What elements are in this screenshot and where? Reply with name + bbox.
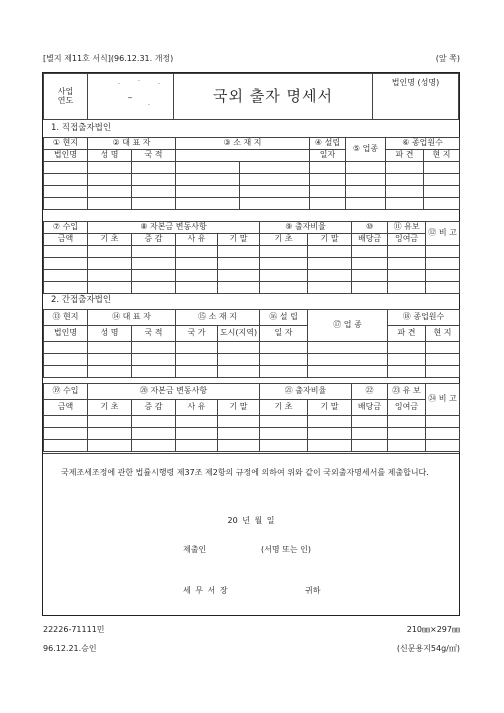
data-cell[interactable] [176, 198, 240, 210]
data-cell[interactable] [132, 258, 176, 270]
col-header: ⑯ 설 립 [260, 310, 308, 326]
data-cell[interactable] [132, 174, 176, 186]
col-header: 배당금 [352, 234, 388, 246]
data-cell[interactable] [352, 440, 388, 452]
data-cell[interactable] [132, 366, 176, 378]
data-cell[interactable] [44, 270, 88, 282]
paper-type: (신문용지54g/㎡) [396, 644, 460, 653]
data-cell[interactable] [346, 198, 386, 210]
page-title: 국외 출자 명세서 [174, 74, 373, 120]
data-cell[interactable] [132, 162, 176, 174]
col-header: ③ 소 재 지 [176, 138, 310, 150]
data-cell[interactable] [352, 270, 388, 282]
data-cell[interactable] [132, 282, 176, 294]
col-header: ⑩ [352, 222, 388, 234]
data-cell[interactable] [132, 428, 176, 440]
data-cell[interactable] [176, 366, 218, 378]
col-header: 잉여금 [388, 234, 426, 246]
data-cell[interactable] [176, 354, 218, 366]
col-header: ⑪ 유보 [388, 222, 426, 234]
col-header: ⑭ 대 표 자 [88, 310, 176, 326]
data-cell[interactable] [218, 428, 260, 440]
data-cell[interactable] [346, 186, 386, 198]
col-header: ⑳ 자본금 변동사항 [88, 384, 260, 400]
col-header: ⑥ 종업원수 [386, 138, 460, 150]
data-cell[interactable] [424, 174, 460, 186]
submitter-label: 제출인 [183, 545, 207, 554]
data-cell[interactable] [218, 246, 260, 258]
data-cell[interactable] [88, 198, 132, 210]
data-cell[interactable] [386, 162, 424, 174]
col-header: 기 초 [260, 400, 308, 416]
data-cell[interactable] [426, 428, 460, 440]
data-cell[interactable] [240, 174, 310, 186]
col-header: 국 가 [176, 326, 218, 342]
col-header: 현 지 [426, 326, 460, 342]
data-cell[interactable] [176, 246, 218, 258]
data-cell[interactable] [132, 246, 176, 258]
data-cell[interactable] [388, 366, 426, 378]
data-cell[interactable] [44, 186, 88, 198]
data-cell[interactable] [218, 342, 260, 354]
data-cell[interactable] [388, 342, 426, 354]
data-cell[interactable] [240, 186, 310, 198]
data-cell[interactable] [308, 246, 352, 258]
col-header: 국 적 [132, 326, 176, 342]
data-cell[interactable] [388, 270, 426, 282]
col-header: 기 초 [260, 234, 308, 246]
data-cell[interactable] [132, 416, 176, 428]
data-cell[interactable] [176, 258, 218, 270]
col-header: 잉여금 [388, 400, 426, 416]
col-header: ① 현지 [44, 138, 88, 150]
data-cell[interactable] [218, 354, 260, 366]
data-cell[interactable] [352, 258, 388, 270]
data-cell[interactable] [310, 186, 346, 198]
section-indirect-heading: 2. 간접출자법인 [51, 295, 112, 305]
data-cell[interactable] [346, 174, 386, 186]
data-cell[interactable] [426, 246, 460, 258]
data-cell[interactable] [44, 174, 88, 186]
data-cell[interactable] [132, 186, 176, 198]
col-header: 일 자 [260, 326, 308, 342]
section-direct-heading: 1. 직접출자법인 [51, 123, 112, 133]
data-cell[interactable] [44, 428, 88, 440]
col-header: ⑦ 수입 [44, 222, 88, 234]
col-header: 증 감 [132, 234, 176, 246]
data-cell[interactable] [426, 342, 460, 354]
data-cell[interactable] [308, 342, 388, 354]
col-header: 파 견 [388, 326, 426, 342]
data-cell[interactable] [44, 282, 88, 294]
data-cell[interactable] [176, 342, 218, 354]
date-mark: · [158, 81, 160, 88]
data-cell[interactable] [310, 174, 346, 186]
data-cell[interactable] [44, 258, 88, 270]
data-cell[interactable] [88, 342, 132, 354]
data-cell[interactable] [240, 198, 310, 210]
data-cell[interactable] [176, 428, 218, 440]
col-header: 금액 [44, 400, 88, 416]
data-cell[interactable] [218, 282, 260, 294]
col-header: 사 유 [176, 234, 218, 246]
form-code: 22226-71111민 [43, 625, 105, 634]
col-header: ⑰ 업 종 [308, 310, 388, 342]
data-cell[interactable] [44, 366, 88, 378]
data-cell[interactable] [260, 282, 308, 294]
data-cell[interactable] [426, 366, 460, 378]
data-cell[interactable] [44, 416, 88, 428]
data-cell[interactable] [260, 246, 308, 258]
col-header: 기 말 [308, 234, 352, 246]
data-cell[interactable] [132, 270, 176, 282]
data-cell[interactable] [352, 416, 388, 428]
data-cell[interactable] [132, 440, 176, 452]
data-cell[interactable] [426, 270, 460, 282]
col-header: 기 말 [218, 400, 260, 416]
form-number: [별지 제11호 서식](96.12.31. 개정) [43, 54, 174, 63]
data-cell[interactable] [308, 416, 352, 428]
data-cell[interactable] [132, 354, 176, 366]
data-cell[interactable] [176, 174, 240, 186]
col-header: ㉔ 비 고 [426, 384, 460, 416]
business-year-field[interactable] [88, 74, 174, 120]
col-header-blank [176, 150, 310, 162]
data-cell[interactable] [176, 416, 218, 428]
sign-note[interactable]: (서명 또는 인) [261, 545, 311, 554]
honorific: 귀하 [305, 586, 321, 595]
data-cell[interactable] [88, 416, 132, 428]
data-cell[interactable] [218, 440, 260, 452]
data-cell[interactable] [388, 428, 426, 440]
data-cell[interactable] [88, 366, 132, 378]
col-header: ㉒ [352, 384, 388, 400]
data-cell[interactable] [388, 416, 426, 428]
data-cell[interactable] [352, 428, 388, 440]
data-cell[interactable] [310, 162, 346, 174]
data-cell[interactable] [88, 258, 132, 270]
data-cell[interactable] [132, 198, 176, 210]
data-cell[interactable] [426, 440, 460, 452]
data-cell[interactable] [260, 342, 308, 354]
col-header: 기 말 [308, 400, 352, 416]
col-header: 국 적 [132, 150, 176, 162]
data-cell[interactable] [310, 198, 346, 210]
data-cell[interactable] [426, 258, 460, 270]
data-cell[interactable] [88, 246, 132, 258]
declaration-text: 국제조세조정에 관한 법률시행령 제37조 제2항의 규정에 의하여 위와 같이 국외출자명세서를 제출합니다. [61, 468, 429, 477]
data-cell[interactable] [176, 440, 218, 452]
col-header: 기 초 [88, 234, 132, 246]
col-header: 성 명 [88, 326, 132, 342]
data-cell[interactable] [240, 162, 310, 174]
data-cell[interactable] [424, 162, 460, 174]
paper-size: 210㎜×297㎜ [406, 625, 460, 634]
col-header: ⑨ 출자비율 [260, 222, 352, 234]
data-cell[interactable] [176, 162, 240, 174]
col-header: 기 초 [88, 400, 132, 416]
data-cell[interactable] [88, 174, 132, 186]
data-cell[interactable] [176, 282, 218, 294]
data-cell[interactable] [88, 440, 132, 452]
data-cell[interactable] [176, 186, 240, 198]
col-header: ② 대 표 자 [88, 138, 176, 150]
col-header: ⑮ 소 재 지 [176, 310, 260, 326]
data-cell[interactable] [352, 282, 388, 294]
data-cell[interactable] [260, 416, 308, 428]
data-cell[interactable] [44, 198, 88, 210]
col-header: ⑧ 자본금 변동사항 [88, 222, 260, 234]
data-cell[interactable] [88, 186, 132, 198]
data-cell[interactable] [424, 198, 460, 210]
data-cell[interactable] [88, 354, 132, 366]
data-cell[interactable] [388, 258, 426, 270]
data-cell[interactable] [426, 282, 460, 294]
data-cell[interactable] [44, 354, 88, 366]
data-cell[interactable] [260, 440, 308, 452]
data-cell[interactable] [386, 174, 424, 186]
col-header: 성 명 [88, 150, 132, 162]
data-cell[interactable] [260, 354, 308, 366]
data-cell[interactable] [388, 282, 426, 294]
data-cell[interactable] [260, 270, 308, 282]
col-header: 도시(지역) [218, 326, 260, 342]
data-cell[interactable] [88, 270, 132, 282]
indirect-corp-table [43, 309, 460, 378]
data-cell[interactable] [388, 246, 426, 258]
data-cell[interactable] [132, 342, 176, 354]
data-cell[interactable] [218, 366, 260, 378]
col-header: 법인명 [44, 150, 88, 162]
approval-date: 96.12.21.승인 [43, 644, 97, 653]
data-cell[interactable] [346, 162, 386, 174]
indirect-capital-table [43, 383, 460, 452]
data-cell[interactable] [260, 366, 308, 378]
recipient-label: 세 무 서 장 [183, 586, 229, 595]
date-mark: · [118, 81, 120, 88]
data-cell[interactable] [426, 416, 460, 428]
col-header: ⑫ 비 고 [426, 222, 460, 246]
col-header: 기 말 [218, 234, 260, 246]
data-cell[interactable] [88, 162, 132, 174]
date-mark: _ [128, 89, 132, 98]
data-cell[interactable] [424, 186, 460, 198]
divider [43, 453, 459, 455]
col-header: 현 지 [424, 150, 460, 162]
col-header: ⑲ 수입 [44, 384, 88, 400]
col-header: 파 견 [386, 150, 424, 162]
data-cell[interactable] [44, 342, 88, 354]
submission-date[interactable]: 20 년 월 일 [227, 516, 275, 525]
col-header: 배당금 [352, 400, 388, 416]
data-cell[interactable] [88, 282, 132, 294]
data-cell[interactable] [352, 246, 388, 258]
col-header: ㉓ 유 보 [388, 384, 426, 400]
col-header: ④ 설립 [310, 138, 346, 150]
data-cell[interactable] [44, 246, 88, 258]
data-cell[interactable] [260, 428, 308, 440]
col-header: ⑤ 업종 [346, 138, 386, 162]
form-frame [42, 72, 460, 616]
data-cell[interactable] [176, 270, 218, 282]
data-cell[interactable] [386, 186, 424, 198]
direct-corp-table [43, 137, 460, 210]
data-cell[interactable] [308, 354, 388, 366]
col-header: 법인명 [44, 326, 88, 342]
col-header: 금액 [44, 234, 88, 246]
data-cell[interactable] [218, 258, 260, 270]
title-table [43, 73, 459, 120]
data-cell[interactable] [308, 366, 388, 378]
data-cell[interactable] [44, 440, 88, 452]
date-mark: · [138, 78, 140, 85]
col-header: 증 감 [132, 400, 176, 416]
data-cell[interactable] [386, 198, 424, 210]
data-cell[interactable] [88, 428, 132, 440]
data-cell[interactable] [388, 440, 426, 452]
data-cell[interactable] [308, 428, 352, 440]
page-side-label: (앞 쪽) [435, 54, 460, 63]
corp-name-label: 법인명 (성명) [373, 74, 459, 120]
data-cell[interactable] [218, 270, 260, 282]
col-header: 일자 [310, 150, 346, 162]
data-cell[interactable] [308, 282, 352, 294]
data-cell[interactable] [308, 440, 352, 452]
data-cell[interactable] [426, 354, 460, 366]
col-header: ⑬ 현지 [44, 310, 88, 326]
data-cell[interactable] [44, 162, 88, 174]
business-year-label: 사업 연도 [44, 74, 88, 120]
col-header: ㉑ 출자비율 [260, 384, 352, 400]
data-cell[interactable] [308, 270, 352, 282]
date-mark: · [148, 102, 150, 109]
data-cell[interactable] [260, 258, 308, 270]
data-cell[interactable] [308, 258, 352, 270]
direct-capital-table [43, 221, 460, 294]
data-cell[interactable] [218, 416, 260, 428]
col-header: ⑱ 종업원수 [388, 310, 460, 326]
data-cell[interactable] [388, 354, 426, 366]
col-header: 사 유 [176, 400, 218, 416]
